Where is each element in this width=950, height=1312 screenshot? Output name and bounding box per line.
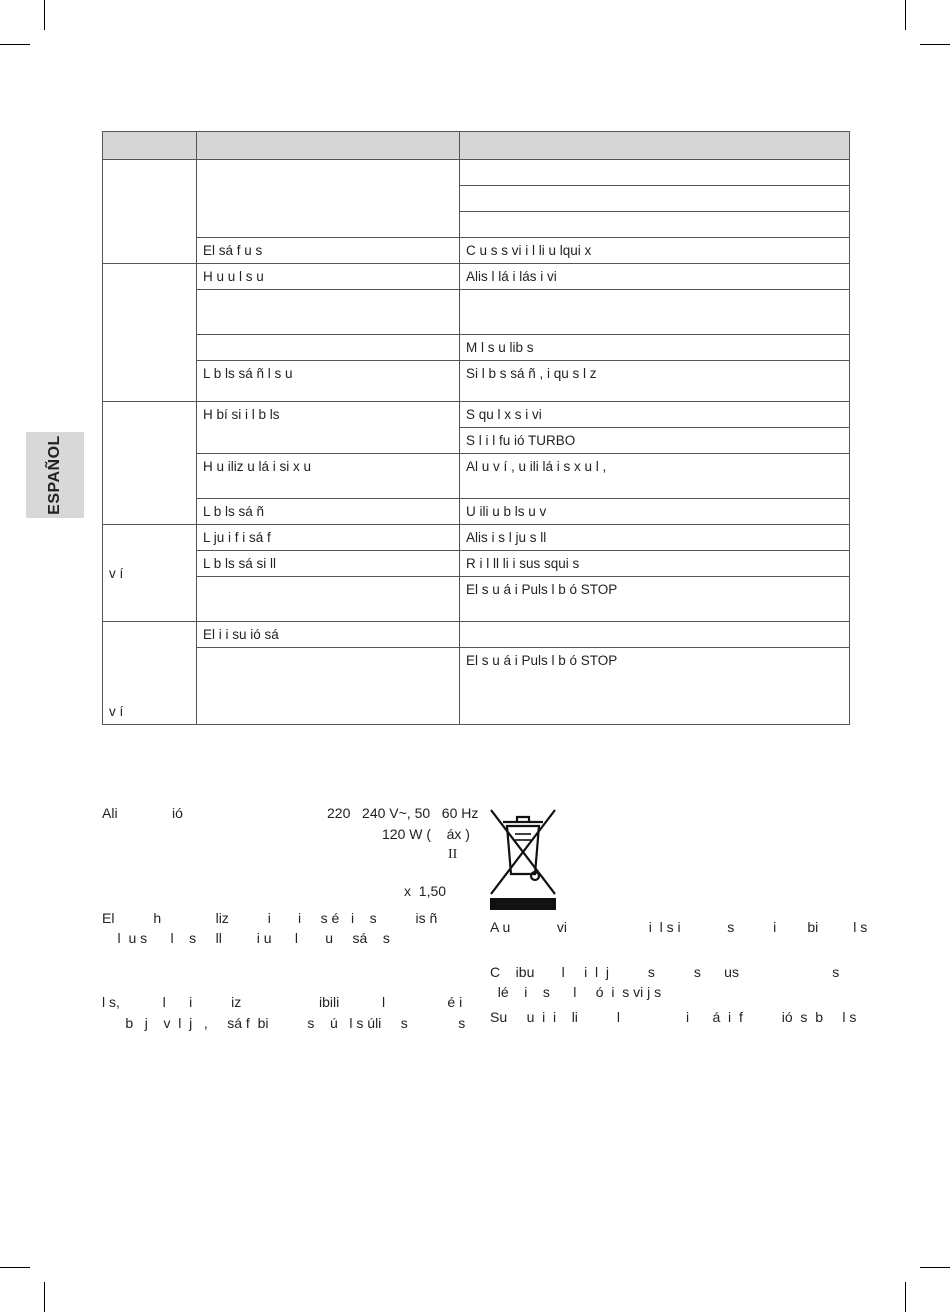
solution-cell: [460, 212, 850, 238]
crop-mark: [920, 44, 950, 45]
crop-mark: [0, 44, 30, 45]
solution-cell: Al u v í , u ili lá i s x u l ,: [460, 454, 850, 499]
solution-cell: S qu l x s i vi: [460, 402, 850, 428]
crop-mark: [905, 0, 906, 30]
spec-power-label: Ali ió: [102, 805, 183, 821]
cause-cell: H u u l s u: [197, 264, 460, 290]
table-row: [103, 402, 850, 428]
table-header-row: [103, 132, 850, 160]
note-line: b j v l j , sá f bi s ú l s úli s s: [102, 1015, 466, 1031]
solution-cell: U ili u b ls u v: [460, 499, 850, 525]
cause-cell: El sá f u s: [197, 238, 460, 264]
weee-bin-icon: [489, 808, 557, 910]
solution-cell: S l i l fu ió TURBO: [460, 428, 850, 454]
cause-cell: L b ls sá ñ l s u: [197, 361, 460, 402]
spec-class: II: [448, 847, 458, 862]
solution-cell: C u s s vi i l li u lqui x: [460, 238, 850, 264]
table-row: [103, 622, 850, 648]
crop-mark: [44, 1282, 45, 1312]
cause-cell: [197, 577, 460, 622]
category-cell: [103, 402, 197, 525]
cause-cell: [197, 648, 460, 725]
note-line: El h liz i i s é i s is ñ: [102, 910, 438, 926]
crop-mark: [905, 1282, 906, 1312]
table-row: [103, 335, 850, 361]
table-row: [103, 577, 850, 622]
cause-cell: H u iliz u lá i si x u: [197, 454, 460, 499]
table-row: [103, 551, 850, 577]
solution-cell: M l s u lib s: [460, 335, 850, 361]
solution-cell: El s u á i Puls l b ó STOP: [460, 648, 850, 725]
cause-cell: L ju i f i sá f: [197, 525, 460, 551]
cause-cell: L b ls sá ñ: [197, 499, 460, 525]
cause-cell: [197, 290, 460, 335]
solution-cell: Si l b s sá ñ , i qu s l z: [460, 361, 850, 402]
cause-cell: [197, 160, 460, 238]
category-cell: [103, 264, 197, 402]
cause-cell: [197, 335, 460, 361]
table-row: [103, 290, 850, 335]
spec-voltage: 220 240 V~, 50 60 Hz: [327, 805, 479, 821]
table-row: [103, 454, 850, 499]
cause-cell: El i i su ió sá: [197, 622, 460, 648]
table-row: [103, 238, 850, 264]
troubleshooting-table: [102, 131, 850, 725]
header-cell: [460, 132, 850, 160]
table-row: [103, 361, 850, 402]
solution-cell: [460, 290, 850, 335]
category-cell: v í: [103, 622, 197, 725]
crop-mark: [44, 0, 45, 30]
solution-cell: [460, 160, 850, 186]
disposal-line: lé i s l ó i s vi j s: [490, 984, 662, 1000]
table-row: [103, 648, 850, 725]
disposal-line: A u vi i l s i s i bi l s: [490, 919, 868, 935]
table-row: [103, 264, 850, 290]
category-cell: [103, 160, 197, 264]
language-tab: [26, 432, 84, 518]
cause-cell: H bí si i l b ls: [197, 402, 460, 454]
language-tab-label: ESPAÑOL: [46, 435, 63, 515]
crop-mark: [920, 1267, 950, 1268]
crop-mark: [0, 1267, 30, 1268]
solution-cell: El s u á i Puls l b ó STOP: [460, 577, 850, 622]
table-row: [103, 525, 850, 551]
solution-cell: [460, 622, 850, 648]
table-row: [103, 160, 850, 186]
disposal-line: C ibu l i l j s s us s: [490, 964, 840, 980]
cause-cell: L b ls sá si ll: [197, 551, 460, 577]
note-line: l s, l i iz ibili l é i: [102, 994, 463, 1010]
header-cell: [197, 132, 460, 160]
category-cell: v í: [103, 525, 197, 622]
solution-cell: [460, 186, 850, 212]
header-cell: [103, 132, 197, 160]
table-row: [103, 499, 850, 525]
solution-cell: Alis i s l ju s ll: [460, 525, 850, 551]
solution-cell: R i l ll li i sus squi s: [460, 551, 850, 577]
spec-wattage: 120 W ( áx ): [382, 826, 470, 842]
disposal-line: Su u i i li l i á i f ió s b l s: [490, 1009, 857, 1025]
note-line: l u s l s ll i u l u sá s: [102, 930, 390, 946]
solution-cell: Alis l lá i lás i vi: [460, 264, 850, 290]
spec-capacity: x 1,50: [404, 883, 447, 899]
